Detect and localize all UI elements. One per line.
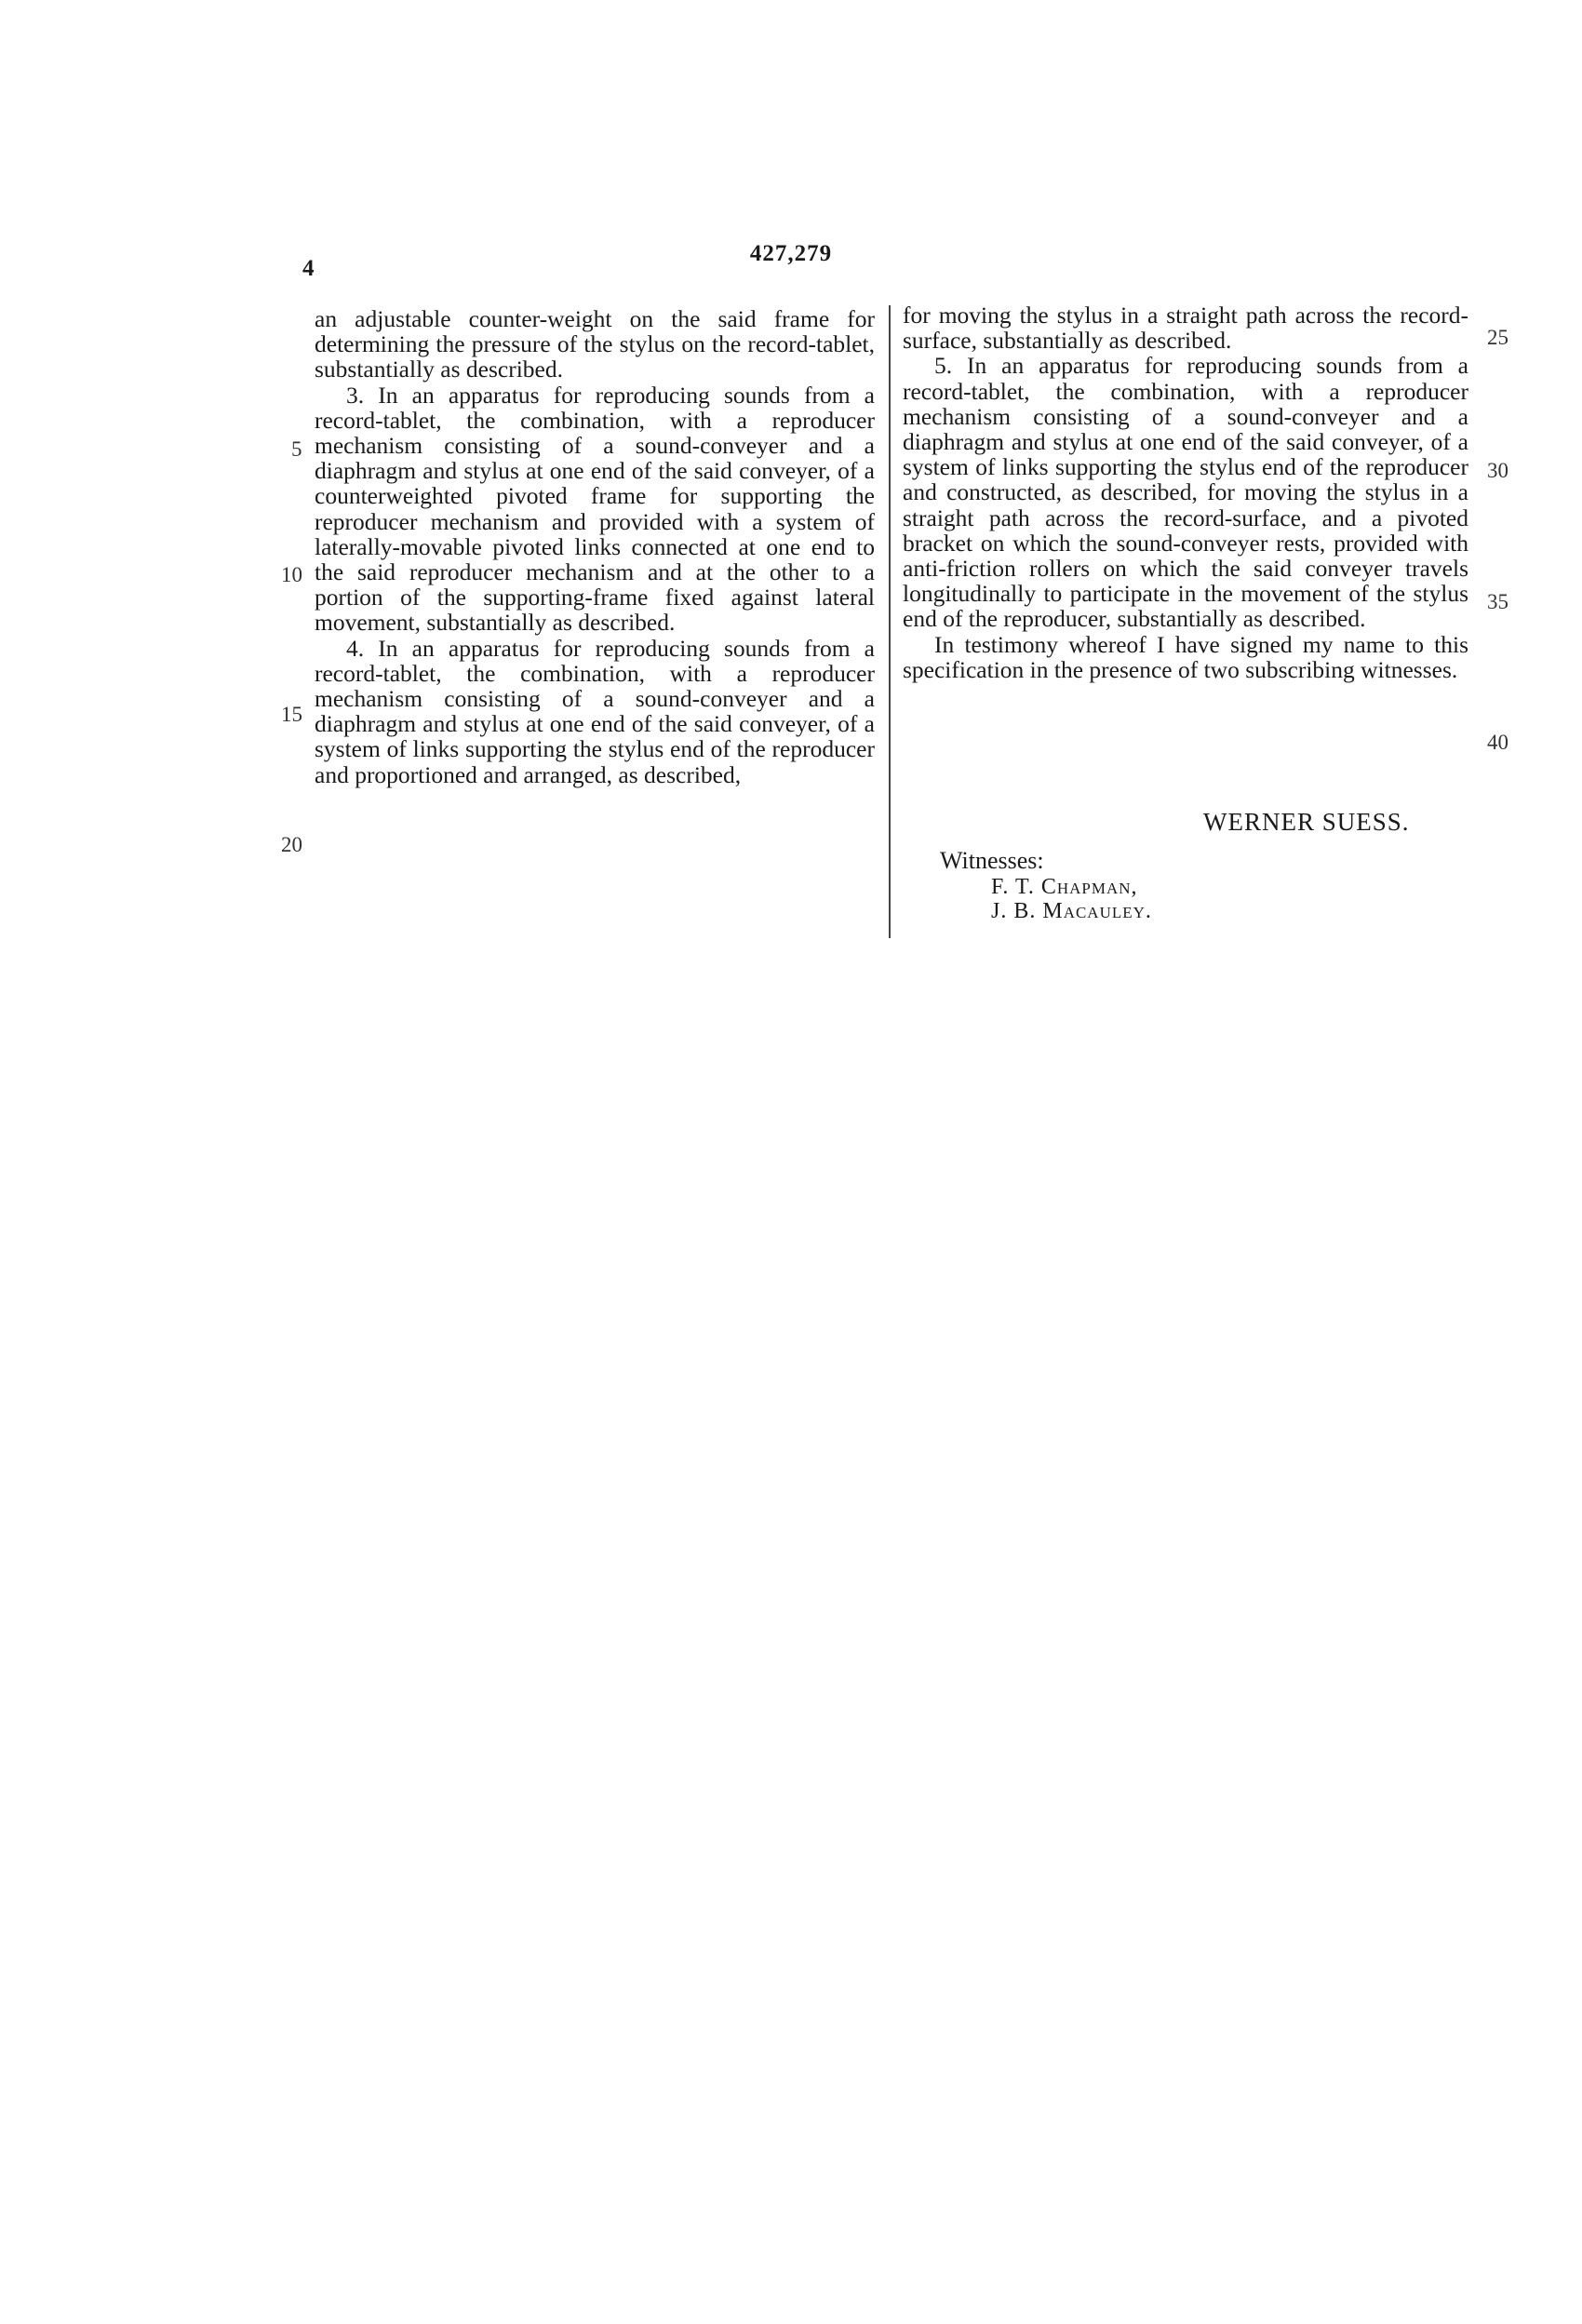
line-number-10: 10 xyxy=(281,563,302,586)
line-number-5: 5 xyxy=(291,437,302,461)
line-number-15: 15 xyxy=(281,703,302,726)
claim-4: 4. In an apparatus for reproducing sounds from a record-tablet, the combination, with a reproducer mechanism consisting of a sound-conveyer and a diaphragm and stylus at one end of the said conveyer, of a system of links supporting the stylus end of the reproducer and proportioned and arranged, as described, xyxy=(315,634,875,788)
paragraph-continuation-right: for moving the stylus in a straight path across the record-surface, substantially as described. xyxy=(903,302,1468,355)
claim-5: 5. In an apparatus for reproducing sounds from a record-tablet, the combination, with a reproducer mechanism consisting of a sound-conveyer and a diaphragm and stylus at one end of the said conveyer, of a system of links supporting the stylus end of the reproducer and constructed, as described, for moving the stylus in a straight path across the record-surface, and a pivoted bracket on which the sound-conveyer rests, provided with anti-friction rollers on which the said conveyer travels longitudinally to participate in the movement of the stylus end of the reproducer, substantially as described. xyxy=(903,352,1468,633)
witnesses-heading: Witnesses: xyxy=(940,847,1044,874)
inventor-signature: WERNER SUESS. xyxy=(1203,808,1410,836)
line-number-25: 25 xyxy=(1487,326,1508,349)
line-number-20: 20 xyxy=(281,833,302,856)
line-number-30: 30 xyxy=(1487,459,1508,482)
patent-number: 427,279 xyxy=(749,241,833,266)
claim-3: 3. In an apparatus for reproducing sounds from a record-tablet, the combination, with a reproducer mechanism consisting of a sound-conveyer and a diaphragm and stylus at one end of the said conveyer, of a counterweighted pivoted frame for supporting the reproducer mechanism and provided with a system of laterally-movable pivoted links connected at one end to the said reproducer mechanism and at the other to a portion of the supporting-frame fixed against lateral movement, substantially as described. xyxy=(315,381,875,637)
testimony-paragraph: In testimony whereof I have signed my name to this specification in the presence of two subscribing witnesses. xyxy=(903,630,1468,683)
witness-name: F. T. Chapman, xyxy=(991,875,1138,899)
line-number-35: 35 xyxy=(1487,590,1508,613)
witness-name: J. B. Macauley. xyxy=(991,899,1152,923)
line-number-40: 40 xyxy=(1487,731,1508,754)
right-column xyxy=(903,302,1468,682)
page-number: 4 xyxy=(302,256,315,281)
left-column xyxy=(315,306,875,787)
paragraph-continuation: an adjustable counter-weight on the said frame for determining the pressure of the stylus on the record-tablet, substantially as described. xyxy=(315,305,875,383)
column-divider xyxy=(889,305,891,938)
